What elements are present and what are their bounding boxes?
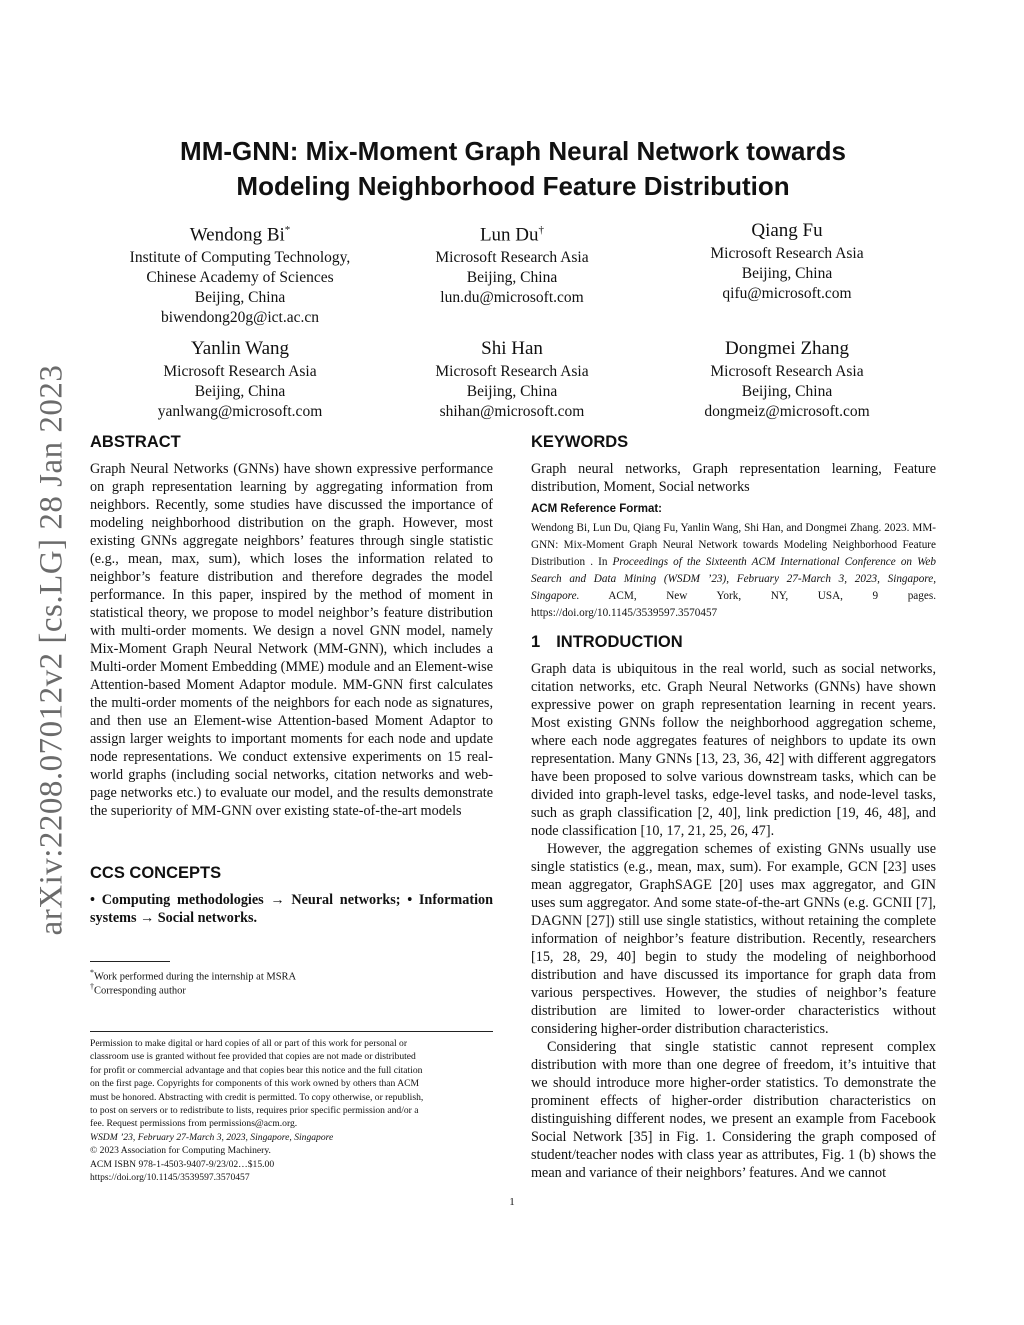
author-name: Wendong Bi xyxy=(189,224,285,246)
abstract-heading: ABSTRACT xyxy=(90,433,181,451)
author-location: Beijing, China xyxy=(466,383,558,400)
author-affiliation: Microsoft Research Asia xyxy=(435,363,589,380)
footnote-text: Work performed during the internship at MSRA xyxy=(94,971,297,983)
permission-divider xyxy=(90,1031,493,1032)
section-title: INTRODUCTION xyxy=(556,633,683,651)
ccs-concepts-text: • Computing methodologies → Neural networks; • Information systems → Social networks. xyxy=(90,892,493,926)
author-block-wendong-bi xyxy=(90,219,390,328)
author-email: yanlwang@microsoft.com xyxy=(157,403,323,420)
abstract-section xyxy=(90,432,493,820)
author-affiliation: Microsoft Research Asia xyxy=(435,249,589,267)
author-name: Lun Du xyxy=(479,224,539,246)
author-block-qiang-fu xyxy=(637,219,937,304)
title-line-2: Modeling Neighborhood Feature Distribution xyxy=(236,171,790,201)
permission-line: for profit or commercial advantage and that copies bear this notice and the full citation xyxy=(90,1064,423,1076)
author-location: Beijing, China xyxy=(194,289,286,307)
author-email: shihan@microsoft.com xyxy=(439,403,585,420)
acm-reference-section xyxy=(531,500,936,622)
intro-paragraph: Graph data is ubiquitous in the real world, such as social networks, citation networks, etc. Graph Neural Networks (GNNs) have shown expressive power on graph representation learning in recent years. Most existing GNNs follow the neighborhood aggregation scheme, where each node aggregates features of neighbors to update its own representation. Many GNNs [13, 23, 36, 42] with different aggregators have been proposed to solve various downstream tasks, which can be divided into graph-level tasks, edge-level tasks, and node-level tasks, such as graph classification [2, 40], link prediction [19, 46, 48], and node classification [10, 17, 21, 25, 26, 47]. xyxy=(531,661,936,839)
footnote-2 xyxy=(90,980,493,999)
acm-reference-heading: ACM Reference Format: xyxy=(531,503,662,515)
author-affiliation: Microsoft Research Asia xyxy=(710,245,864,262)
ccs-heading: CCS CONCEPTS xyxy=(90,864,222,882)
author-location: Beijing, China xyxy=(741,265,833,282)
conference-venue: WSDM ’23, February 27-March 3, 2023, Singapore, Singapore xyxy=(90,1131,334,1143)
author-email: qifu@microsoft.com xyxy=(722,285,852,302)
isbn: ACM ISBN 978-1-4503-9407-9/23/02…$15.00 xyxy=(90,1158,275,1170)
author-affiliation: Chinese Academy of Sciences xyxy=(146,269,334,287)
section-number: 1 xyxy=(531,633,541,651)
author-block-yanlin-wang xyxy=(90,337,390,422)
author-email: dongmeiz@microsoft.com xyxy=(704,403,870,420)
paper-title xyxy=(90,134,936,204)
author-name: Shi Han xyxy=(481,338,543,359)
author-name: Dongmei Zhang xyxy=(724,338,849,359)
permission-notice xyxy=(90,1037,493,1184)
arxiv-identifier: arXiv:2208.07012v2 [cs.LG] 28 Jan 2023 xyxy=(33,364,70,936)
author-name: Qiang Fu xyxy=(751,220,823,241)
author-mark: * xyxy=(284,224,291,236)
acm-reference-proceedings: Proceedings of the Sixteenth ACM International Conference on Web Search and Data Mining (WSDM ’23), February 27-March 3, 2023, Singapore, Singapore. xyxy=(531,556,936,602)
permission-line: must be honored. Abstracting with credit is permitted. To copy otherwise, or republish, xyxy=(90,1091,424,1103)
author-block-lun-du xyxy=(362,219,662,308)
footnote-mark: * xyxy=(90,968,94,977)
author-mark: † xyxy=(538,224,545,236)
author-location: Beijing, China xyxy=(466,269,558,287)
abstract-text: Graph Neural Networks (GNNs) have shown expressive performance on graph representation learning by aggregating information from neighbors. Recently, some studies have discussed the importance of modeling neighborhood distribution on the graph. However, most existing GNNs aggregate neighbors’ features through single statistic (e.g., mean, max, sum), which loses the information related to neighbor’s feature distribution and therefore degrades the model performance. In this paper, inspired by the method of moment in statistical theory, we propose to model neighbor’s feature distribution with multi-order moments. We design a novel GNN model, namely Mix-Moment Graph Neural Network (MM-GNN), which includes a Multi-order Moment Embedding (MME) module and an Element-wise Attention-based Moment Adaptor module. MM-GNN first calculates the multi-order moments of the neighbors for each node as signatures, and then use an Element-wise Attention-based Moment Adaptor to assign larger weights to important moments for each node and update node representations. We conduct extensive experiments on 15 real-world graphs (including social networks, citation networks and web-page networks etc.) to evaluate our model, and the results demonstrate the superiority of MM-GNN over existing state-of-the-art models xyxy=(90,461,493,819)
intro-paragraph: Considering that single statistic cannot represent complex distribution with more than one degree of freedom, it’s intuitive that we should introduce more higher-order statistics. To demonstrate the prominent effects of higher-order distribution characteristics on distinguishing different nodes, we present an example from Facebook Social Network [35] in Fig. 1. Considering the graph composed of student/teacher nodes with class year as attributes, Fig. 1 (b) shows the mean and variance of their neighbors’ features. And we cannot xyxy=(531,1039,936,1181)
footnote-divider xyxy=(90,961,170,962)
author-affiliation: Microsoft Research Asia xyxy=(163,363,317,380)
author-block-shi-han xyxy=(362,337,662,422)
keywords-heading: KEYWORDS xyxy=(531,433,629,451)
author-block-dongmei-zhang xyxy=(637,337,937,422)
introduction-section xyxy=(531,632,936,1182)
keywords-text: Graph neural networks, Graph representation learning, Feature distribution, Moment, Social networks xyxy=(531,461,936,495)
author-email: biwendong20g@ict.ac.cn xyxy=(160,309,320,327)
acm-reference-part: ACM, New York, NY, USA, 9 pages. https://doi.org/10.1145/3539597.3570457 xyxy=(531,590,936,619)
footnote-mark: † xyxy=(90,982,94,991)
title-line-1: MM-GNN: Mix-Moment Graph Neural Network towards xyxy=(180,136,846,166)
page-number: 1 xyxy=(509,1196,515,1208)
ccs-section xyxy=(90,863,493,927)
acm-reference-text xyxy=(531,520,936,622)
author-affiliation: Microsoft Research Asia xyxy=(710,363,864,380)
acm-reference-part: Wendong Bi, Lun Du, Qiang Fu, Yanlin Wang, Shi Han, and Dongmei Zhang. 2023. MM-GNN: Mix-Moment Graph Neural Network towards Modeling Neighborhood Feature Distribution . In xyxy=(531,522,936,568)
author-location: Beijing, China xyxy=(194,383,286,400)
copyright-notice: © 2023 Association for Computing Machinery. xyxy=(90,1145,271,1157)
permission-line: fee. Request permissions from permissions@acm.org. xyxy=(90,1118,298,1130)
permission-line: Permission to make digital or hard copies of all or part of this work for personal or xyxy=(90,1038,408,1049)
permission-line: to post on servers or to redistribute to lists, requires prior specific permission and/or a xyxy=(90,1105,419,1117)
permission-line: classroom use is granted without fee provided that copies are not made or distributed xyxy=(90,1051,416,1063)
footnote-text: Corresponding author xyxy=(94,985,186,997)
author-name: Yanlin Wang xyxy=(190,338,290,359)
keywords-section xyxy=(531,432,936,496)
intro-paragraph: However, the aggregation schemes of existing GNNs usually use single statistics (e.g., mean, max, sum). For example, GCN [23] uses mean aggregator, GraphSAGE [20] uses max aggregator, and GIN uses sum aggregator. And some state-of-the-art GNNs (e.g. GCNII [7], DAGNN [27]) still use single statistics, without retaining the complete information of neighbor’s feature distribution. Recently, researchers [15, 28, 29, 40] begin to study the modeling of neighborhood distribution and have discussed its importance for graph data from various perspectives. However, the studies of neighbor’s feature distribution are limited to lower-order characteristics without considering higher-order distribution characteristics. xyxy=(531,841,936,1037)
doi-link[interactable]: https://doi.org/10.1145/3539597.3570457 xyxy=(90,1172,250,1184)
permission-line: on the first page. Copyrights for components of this work owned by others than ACM xyxy=(90,1078,420,1090)
author-email: lun.du@microsoft.com xyxy=(440,289,584,307)
introduction-heading xyxy=(531,632,936,652)
author-affiliation: Institute of Computing Technology, xyxy=(129,249,351,267)
author-location: Beijing, China xyxy=(741,383,833,400)
